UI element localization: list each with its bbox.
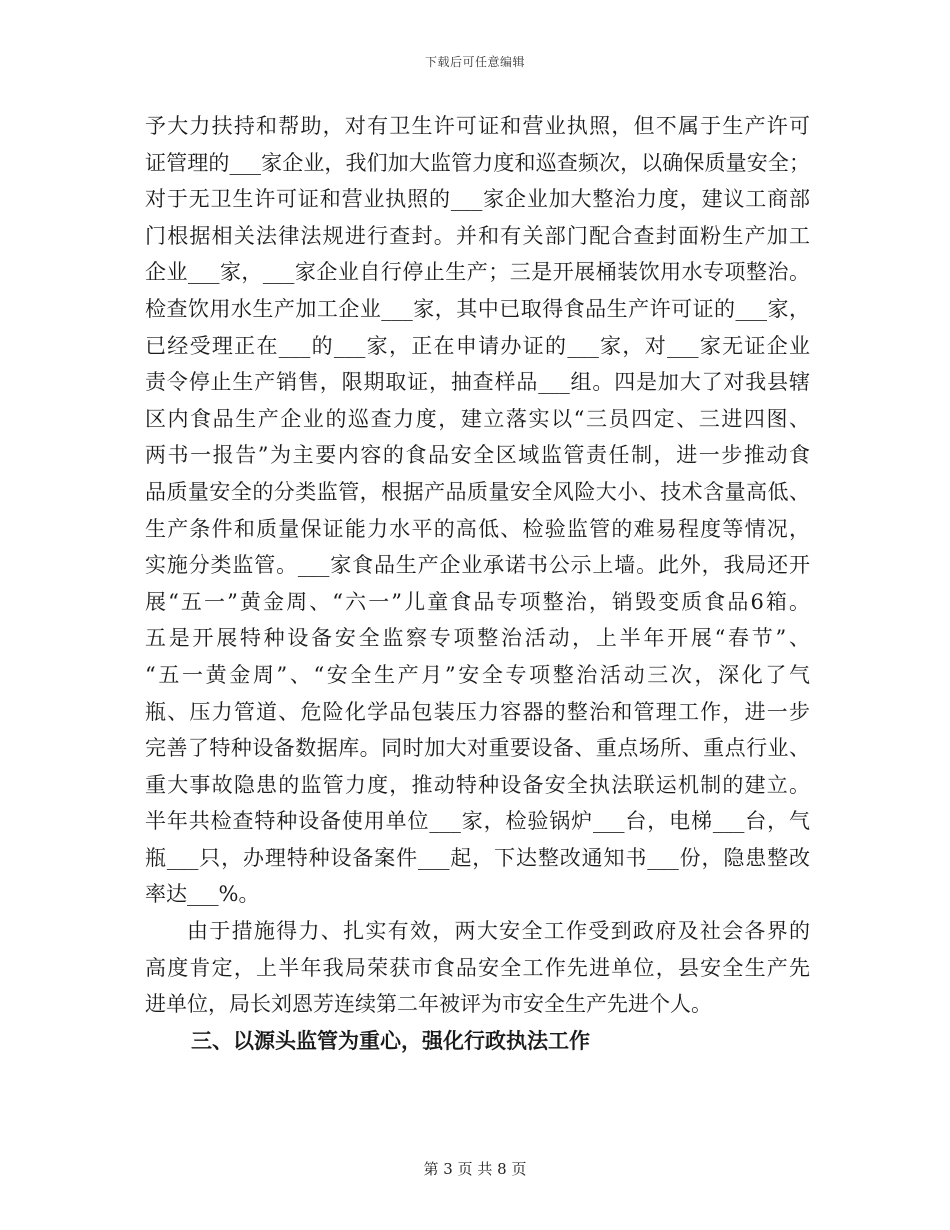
text-line: 实施分类监管。___家食品生产企业承诺书公示上墙。此外，我局还开 xyxy=(145,553,810,578)
text-line: 重大事故隐患的监管力度，推动特种设备安全执法联运机制的建立。 xyxy=(145,772,810,797)
text-line: 高度肯定，上半年我局荣获市食品安全工作先进单位，县安全生产先 xyxy=(145,955,810,980)
text-line: 生产条件和质量保证能力水平的高低、检验监管的难易程度等情况， xyxy=(145,516,810,541)
text-line: 已经受理正在___的___家，正在申请办证的___家，对___家无证企业 xyxy=(145,333,810,358)
text-line: 品质量安全的分类监管，根据产品质量安全风险大小、技术含量高低、 xyxy=(145,479,810,504)
section-heading: 三、以源头监管为重心，强化行政执法工作 xyxy=(191,1028,590,1053)
paragraph-2 xyxy=(145,913,810,1023)
text-line: 责令停止生产销售，限期取证，抽查样品___组。四是加大了对我县辖 xyxy=(145,370,810,395)
text-line: 完善了特种设备数据库。同时加大对重要设备、重点场所、重点行业、 xyxy=(145,736,810,761)
text-line: 检查饮用水生产加工企业___家，其中已取得食品生产许可证的___家， xyxy=(145,296,810,321)
page-number: 第 3 页 共 8 页 xyxy=(423,1160,527,1178)
text-line: 区内食品生产企业的巡查力度，建立落实以“三员四定、三进四图、 xyxy=(145,406,810,431)
text-line: 五是开展特种设备安全监察专项整治活动，上半年开展“春节”、 xyxy=(145,626,810,651)
text-line: 企业___家，___家企业自行停止生产；三是开展桶装饮用水专项整治。 xyxy=(145,260,810,285)
text-line: 进单位，局长刘恩芳连续第二年被评为市安全生产先进个人。 xyxy=(145,992,712,1017)
text-line: 予大力扶持和帮助，对有卫生许可证和营业执照，但不属于生产许可 xyxy=(145,114,810,138)
page-header: 下载后可任意编辑 xyxy=(424,55,525,69)
paragraph-1 xyxy=(145,108,810,913)
text-line: 两书一报告”为主要内容的食品安全区域监管责任制，进一步推动食 xyxy=(145,443,810,468)
text-line: 瓶___只，办理特种设备案件___起，下达整改通知书___份，隐患整改 xyxy=(145,845,810,870)
text-line: 展“五一”黄金周、“六一”儿童食品专项整治，销毁变质食品6箱。 xyxy=(145,589,810,614)
text-line: 瓶、压力管道、危险化学品包装压力容器的整治和管理工作，进一步 xyxy=(145,699,810,724)
text-line: 半年共检查特种设备使用单位___家，检验锅炉___台，电梯___台，气 xyxy=(145,809,810,834)
text-line: 率达___%。 xyxy=(145,882,260,907)
document-body xyxy=(145,108,810,1059)
text-line: 对于无卫生许可证和营业执照的___家企业加大整治力度，建议工商部 xyxy=(145,187,810,212)
text-line: 由于措施得力、扎实有效，两大安全工作受到政府及社会各界的 xyxy=(187,919,810,944)
text-line: 门根据相关法律法规进行查封。并和有关部门配合查封面粉生产加工 xyxy=(145,223,810,248)
text-line: “五一黄金周”、“安全生产月”安全专项整治活动三次，深化了气 xyxy=(145,662,810,687)
text-line: 证管理的___家企业，我们加大监管力度和巡查频次，以确保质量安全； xyxy=(145,150,810,175)
